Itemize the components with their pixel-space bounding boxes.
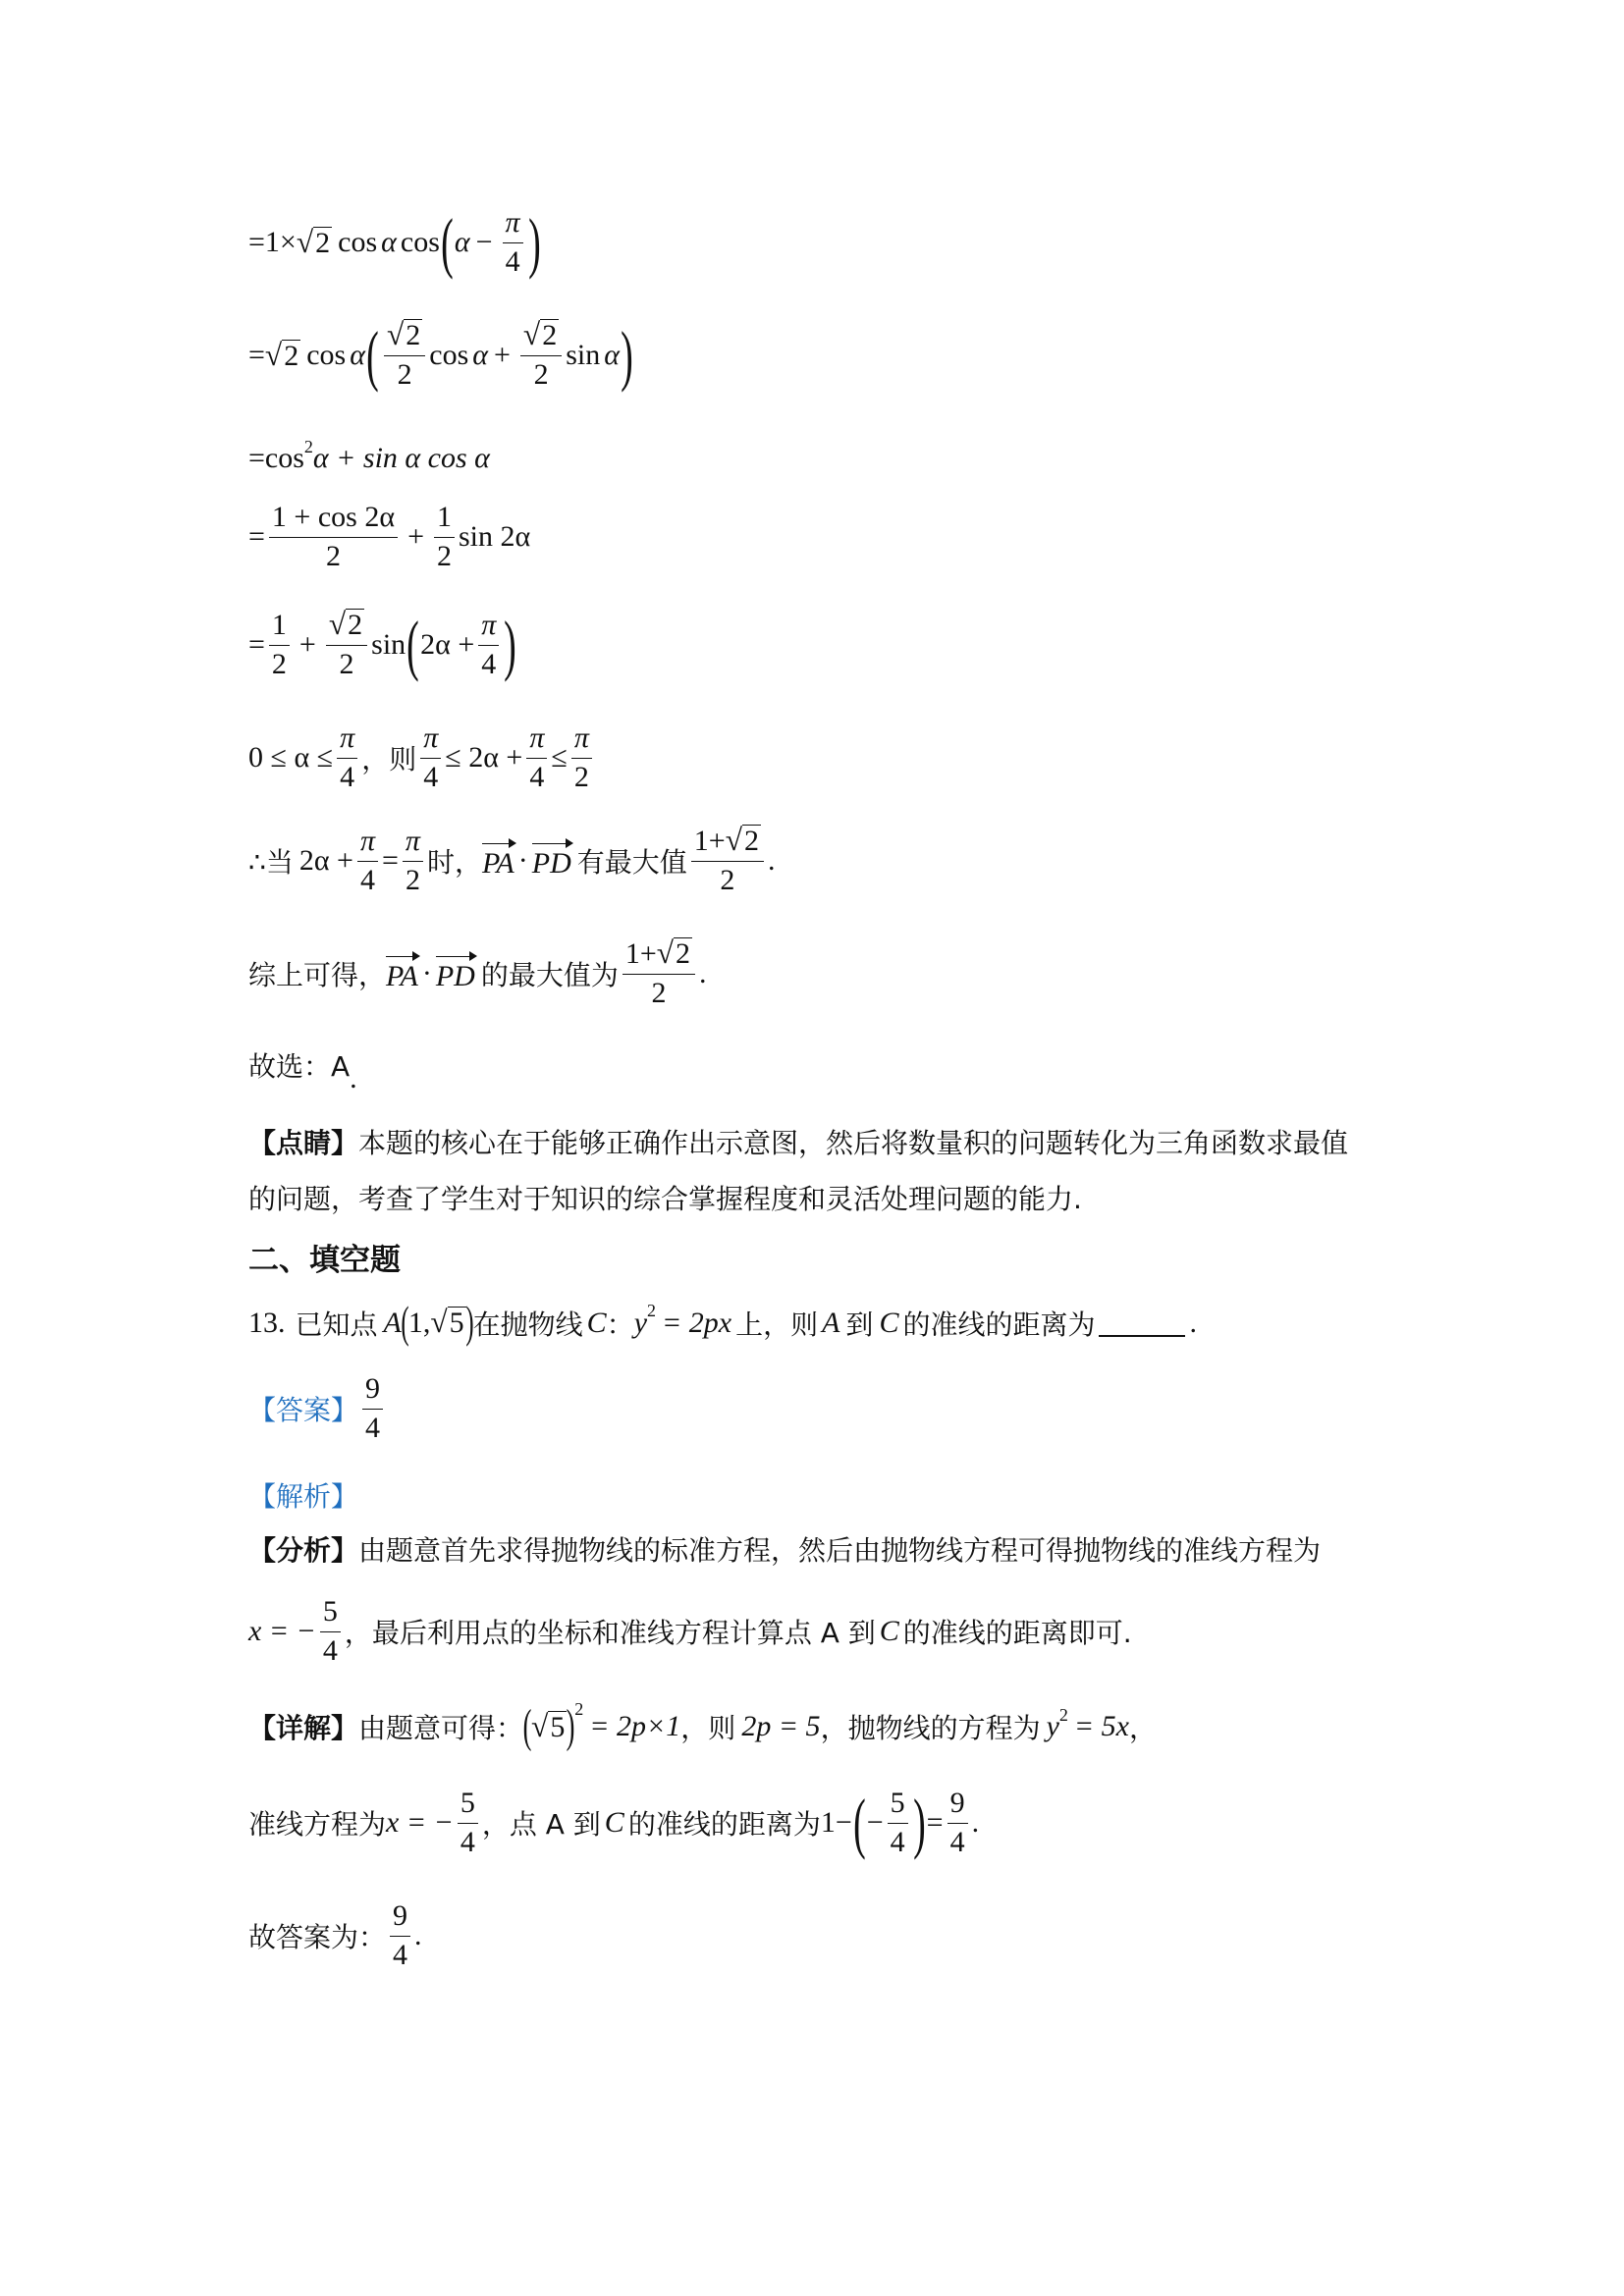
detail-text: 2p = 5 xyxy=(741,1710,821,1742)
detail-text: y xyxy=(1046,1710,1059,1742)
expr-text: α + sin α cos α xyxy=(312,442,490,474)
detail-text: 准线方程为 xyxy=(248,1808,387,1841)
fenxi-text: 由题意首先求得抛物线的标准方程，然后由抛物线方程可得抛物线的准线方程为 xyxy=(358,1534,1322,1567)
expr-text: · xyxy=(517,844,528,877)
analysis-tag: 【解析】 xyxy=(248,1480,359,1513)
superscript: 2 xyxy=(647,1301,657,1320)
sqrt: √ 5 xyxy=(531,1708,566,1743)
vector-pd: PD xyxy=(436,954,475,993)
expr-text: α xyxy=(472,339,488,371)
comment-tag: 【点睛】 xyxy=(248,1127,359,1159)
expr-text: + xyxy=(407,520,424,553)
fraction: $\frac{1}{2}$ xyxy=(269,609,290,681)
fraction: $\frac{9}{4}$ xyxy=(362,1372,383,1445)
fraction: $\frac{\pi}{4}$ xyxy=(478,609,499,681)
fenxi-text: x = − xyxy=(248,1615,316,1647)
paren-open: ( xyxy=(406,607,419,682)
sqrt: √ 2 xyxy=(296,224,331,259)
expr-text: + xyxy=(494,339,511,371)
fraction: $\frac{9}{4}$ xyxy=(947,1787,968,1859)
fenxi-line-2 xyxy=(248,1595,1132,1668)
derivation-line-8 xyxy=(248,937,707,1010)
derivation-line-4 xyxy=(248,501,530,573)
detail-text: 的准线的距离为 xyxy=(627,1808,821,1841)
fraction: $\frac{1}{2}$ xyxy=(434,501,455,573)
fenxi-line-1 xyxy=(248,1529,1321,1569)
paren-close: ) xyxy=(527,204,541,280)
comment-line-2 xyxy=(248,1178,1082,1217)
q-text: A xyxy=(822,1306,840,1339)
expr-text: 0 ≤ α ≤ xyxy=(248,741,334,774)
derivation-line-7 xyxy=(248,825,776,897)
fenxi-text: C xyxy=(879,1615,899,1647)
answer-line xyxy=(248,1372,387,1445)
fenxi-text: ，最后利用点的坐标和准线方程计算点 A 到 xyxy=(344,1617,876,1649)
expr-text: α xyxy=(454,226,470,258)
expr-text: α xyxy=(604,339,620,371)
vector-pd: PD xyxy=(532,841,571,881)
expr-text: 2α + xyxy=(420,628,475,661)
expr-text: =cos xyxy=(248,442,304,474)
detail-text: = 5x xyxy=(1073,1710,1129,1742)
fraction: $\frac{\pi}{4}$ xyxy=(337,721,357,794)
fraction: $\frac{\pi}{4}$ xyxy=(503,206,523,279)
paren-open: ( xyxy=(852,1785,866,1860)
fraction: $\frac{\pi}{2}$ xyxy=(403,825,423,897)
paren-close: ) xyxy=(504,607,517,682)
vector-pa: PA xyxy=(386,954,418,993)
detail-line-1 xyxy=(248,1698,1157,1752)
detail-text: 由题意可得： xyxy=(358,1712,524,1744)
expr-text: 时， xyxy=(426,846,482,879)
question-13 xyxy=(248,1298,1197,1347)
paren-open: ( xyxy=(366,317,379,393)
paren-close: ) xyxy=(465,1298,474,1347)
expr-text: cos xyxy=(400,226,440,258)
expr-text: sin 2α xyxy=(458,520,531,553)
expr-text: = xyxy=(248,339,265,371)
q-text: 1, xyxy=(407,1306,431,1339)
q-text: 到 xyxy=(845,1308,874,1341)
fraction: √ 2 2 xyxy=(384,319,425,392)
comment-line-1 xyxy=(248,1122,1348,1161)
final-text: . xyxy=(414,1919,422,1951)
detail-text: ，抛物线的方程为 xyxy=(820,1712,1041,1744)
fraction: √ 2 2 xyxy=(520,319,562,392)
detail-text: = 2p×1 xyxy=(589,1710,681,1742)
expr-text: sin xyxy=(371,628,406,661)
expr-text: . xyxy=(768,844,776,877)
q-text: 的准线的距离为 xyxy=(902,1308,1096,1341)
expr-text: . xyxy=(699,957,707,989)
detail-text: − xyxy=(866,1806,884,1839)
fraction: √ 2 2 xyxy=(326,609,367,681)
paren-close: ) xyxy=(621,317,633,393)
section-title-text: 二、填空题 xyxy=(248,1243,401,1278)
q-text: 已知点 xyxy=(295,1308,378,1341)
q-text: 上，则 xyxy=(735,1308,819,1341)
detail-text: ， xyxy=(1128,1712,1157,1744)
expr-text: α xyxy=(350,339,365,371)
analysis-tag-line xyxy=(248,1475,358,1515)
q-text: . xyxy=(1189,1306,1197,1339)
expr-text: = xyxy=(382,844,399,877)
vector-pa: PA xyxy=(482,841,514,881)
detail-text: 1− xyxy=(820,1806,852,1839)
expr-text: · xyxy=(421,957,432,989)
derivation-line-3 xyxy=(248,436,490,475)
comment-text: 本题的核心在于能够正确作出示意图，然后将数量积的问题转化为三角函数求最值 xyxy=(358,1127,1349,1159)
fraction: $\frac{5}{4}$ xyxy=(320,1595,341,1668)
expr-text: 综上可得， xyxy=(248,959,387,991)
fraction: $\frac{1 + \cos 2\alpha}{2}$ xyxy=(269,501,398,573)
detail-tag: 【详解】 xyxy=(248,1712,359,1744)
expr-text: 的最大值为 xyxy=(480,959,619,991)
sqrt: √ 5 xyxy=(430,1305,464,1340)
expr-text: =1× xyxy=(248,226,297,258)
expr-text: + xyxy=(298,628,316,661)
expr-text: 故选：A xyxy=(248,1050,351,1083)
answer-blank xyxy=(1099,1309,1185,1337)
fraction: 1+ √ 2 2 xyxy=(623,937,695,1010)
superscript: 2 xyxy=(1058,1704,1068,1725)
detail-text: ，则 xyxy=(680,1712,736,1744)
expr-text: cos xyxy=(306,339,347,371)
expr-text: = xyxy=(248,628,265,661)
q-text: ： xyxy=(606,1308,634,1341)
detail-text: ，点 A 到 xyxy=(481,1808,601,1841)
fraction: $\frac{9}{4}$ xyxy=(390,1899,410,1972)
q-text: C xyxy=(879,1306,899,1339)
superscript: 2 xyxy=(574,1698,584,1719)
superscript: 2 xyxy=(303,436,313,456)
expr-text: ，则 xyxy=(361,743,417,775)
expr-text: ≤ xyxy=(551,741,568,774)
fraction: $\frac{\pi}{4}$ xyxy=(420,721,441,794)
paren-open: ( xyxy=(401,1298,409,1347)
expr-text: α xyxy=(381,226,397,258)
q-text: C xyxy=(586,1306,607,1339)
q-text: = 2px xyxy=(662,1306,732,1339)
paren-open: ( xyxy=(441,204,454,280)
fenxi-text: 的准线的距离即可. xyxy=(902,1617,1132,1649)
derivation-line-5 xyxy=(248,609,517,681)
fenxi-tag: 【分析】 xyxy=(248,1534,359,1567)
answer-tag: 【答案】 xyxy=(248,1394,359,1426)
expr-text: 2α + xyxy=(298,844,353,877)
paren-open: ( xyxy=(522,1700,532,1752)
derivation-line-2 xyxy=(248,319,634,392)
detail-text: x = − xyxy=(386,1806,454,1839)
expr-text: 有最大值 xyxy=(576,846,687,879)
fraction: $\frac{5}{4}$ xyxy=(888,1787,908,1859)
expr-text: − xyxy=(475,226,493,258)
paren-close: ) xyxy=(566,1700,575,1752)
final-answer-line xyxy=(248,1899,422,1972)
final-text: 故答案为： xyxy=(248,1921,387,1953)
expr-text: cos xyxy=(338,226,378,258)
sqrt: √ 2 xyxy=(264,337,299,372)
detail-text: = xyxy=(926,1806,944,1839)
comment-text: 的问题，考查了学生对于知识的综合掌握程度和灵活处理问题的能力. xyxy=(248,1183,1082,1215)
fraction: $\frac{\pi}{4}$ xyxy=(526,721,547,794)
fraction: 1+ √ 2 2 xyxy=(691,825,764,897)
expr-text: . xyxy=(350,1062,357,1095)
paren-close: ) xyxy=(912,1785,926,1860)
expr-text: cos xyxy=(429,339,469,371)
detail-text: . xyxy=(971,1806,980,1839)
q-text: y xyxy=(633,1306,648,1339)
expr-text: ≤ 2α + xyxy=(445,741,523,774)
detail-text: C xyxy=(604,1806,624,1839)
expr-text: ∴当 xyxy=(248,846,294,879)
detail-line-2 xyxy=(248,1787,979,1859)
q-text: A xyxy=(383,1306,402,1339)
derivation-line-9 xyxy=(248,1045,357,1095)
fraction: $\frac{5}{4}$ xyxy=(458,1787,478,1859)
expr-text: = xyxy=(248,520,265,553)
derivation-line-1 xyxy=(248,206,542,279)
expr-text: sin xyxy=(566,339,601,371)
fraction: $\frac{\pi}{4}$ xyxy=(357,825,378,897)
question-number: 13. xyxy=(248,1306,286,1339)
q-text: 在抛物线 xyxy=(472,1308,583,1341)
fraction: $\frac{\pi}{2}$ xyxy=(571,721,592,794)
derivation-line-6 xyxy=(248,721,596,794)
section-title xyxy=(248,1235,401,1279)
